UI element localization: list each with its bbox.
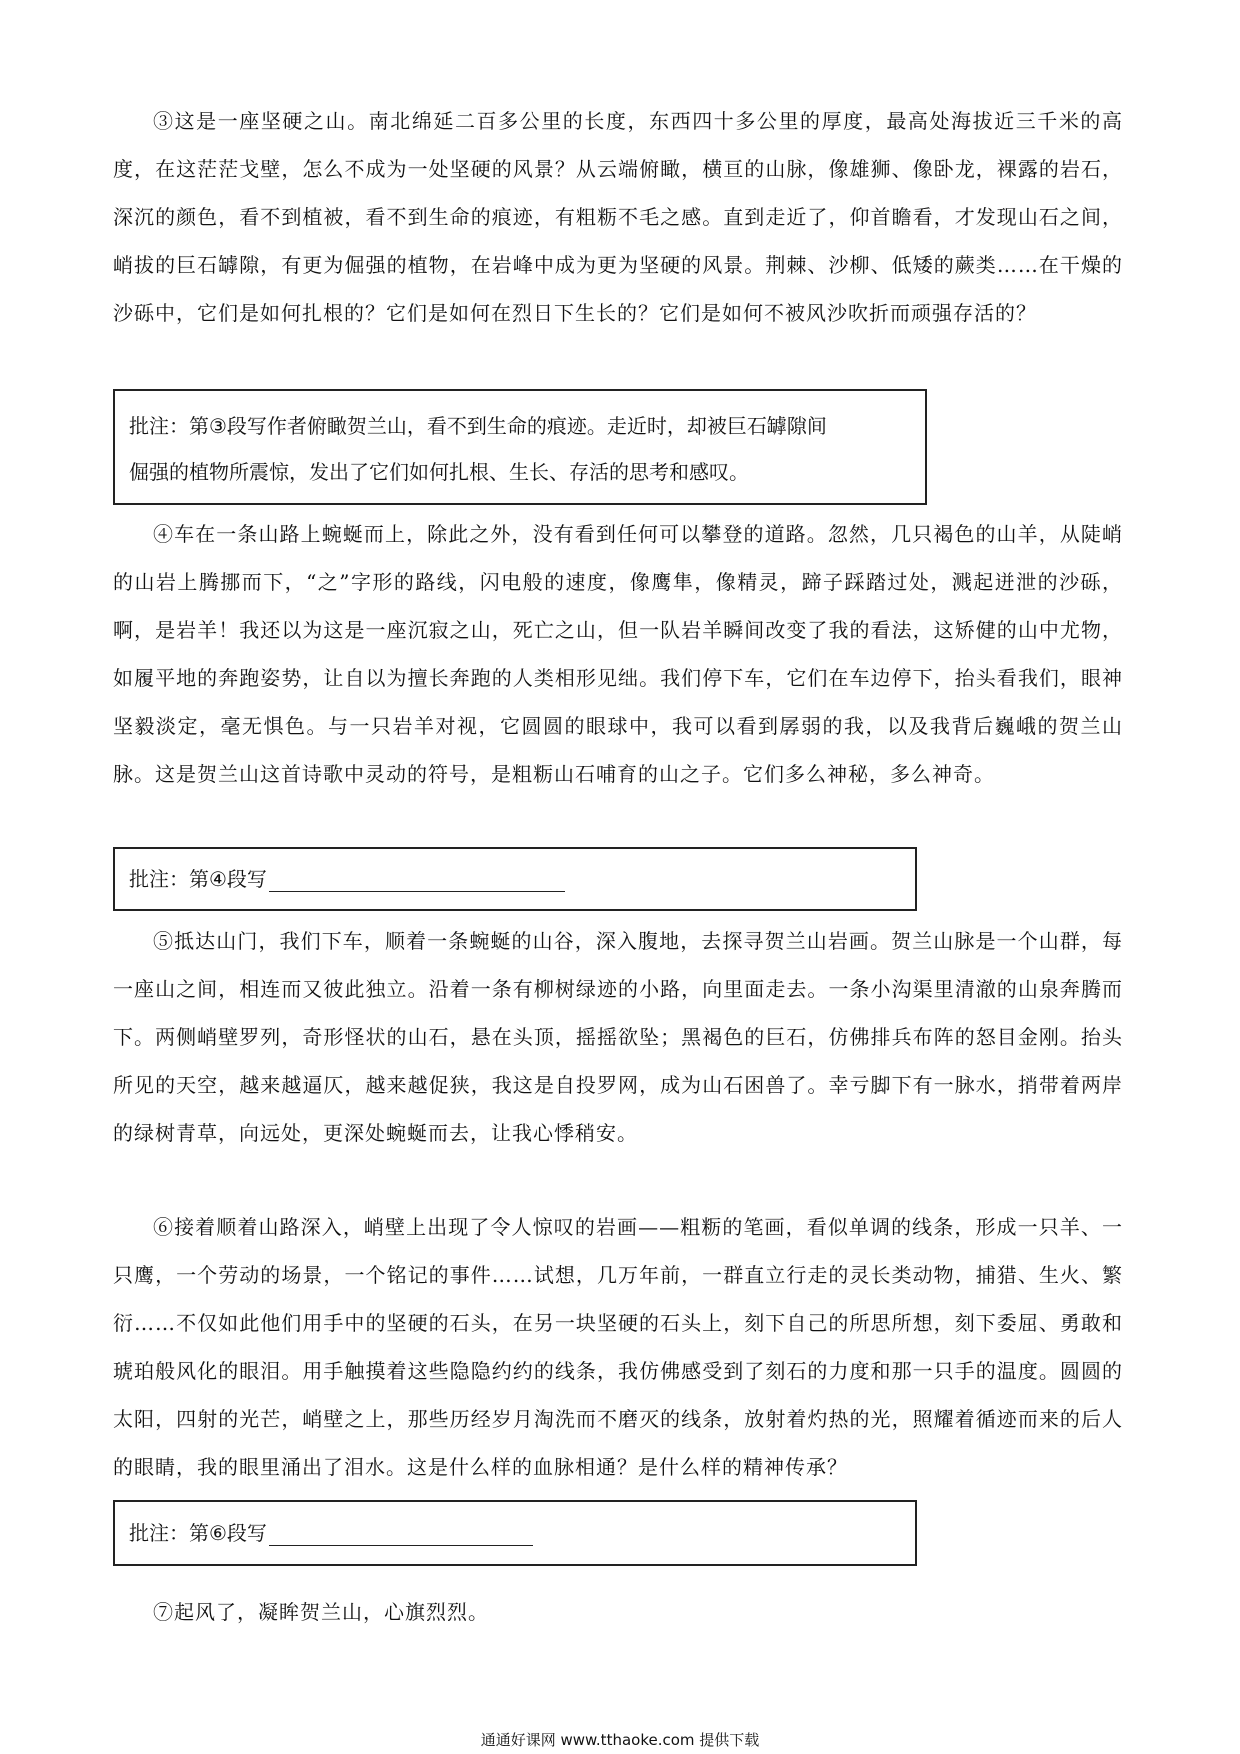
annotation-prefix: 批注：第④段写 [129,867,267,891]
paragraph-5: ⑤抵达山门，我们下车，顺着一条蜿蜒的山谷，深入腹地，去探寻贺兰山岩画。贺兰山脉是一个山群，每一座山之间，相连而又彼此独立。沿着一条有柳树绿迹的小路，向里面走去。一条小沟渠里清澈的山泉奔腾而下。两侧峭壁罗列，奇形怪状的山石，悬在头顶，摇摇欲坠；黑褐色的巨石，仿佛排兵布阵的怒目金刚。抬头所见的天空，越来越逼仄，越来越促狭，我这是自投罗网，成为山石困兽了。幸亏脚下有一脉水，捎带着两岸的绿树青草，向远处，更深处蜿蜒而去，让我心悸稍安。 [113,929,1123,1145]
annotation-box-paragraph-3 [113,389,927,505]
annotation-box-paragraph-6 [113,1500,917,1566]
answer-blank[interactable] [269,1523,533,1546]
page-footer: 通通好课网 www.tthaoke.com 提供下载 [480,1731,760,1749]
answer-blank[interactable] [269,869,565,892]
paragraph-3: ③这是一座坚硬之山。南北绵延二百多公里的长度，东西四十多公里的厚度，最高处海拔近三千米的高度，在这茫茫戈壁，怎么不成为一处坚硬的风景？从云端俯瞰，横亘的山脉，像雄狮、像卧龙，裸露的岩石，深沉的颜色，看不到植被，看不到生命的痕迹，有粗粝不毛之感。直到走近了，仰首瞻看，才发现山石之间，峭拔的巨石罅隙，有更为倔强的植物，在岩峰中成为更为坚硬的风景。荆棘、沙柳、低矮的蕨类……在干燥的沙砾中，它们是如何扎根的？它们是如何在烈日下生长的？它们是如何不被风沙吹折而顽强存活的？ [113,109,1123,325]
annotation-prefix: 批注：第⑥段写 [129,1521,267,1545]
paragraph-6: ⑥接着顺着山路深入，峭壁上出现了令人惊叹的岩画——粗粝的笔画，看似单调的线条，形成一只羊、一只鹰，一个劳动的场景，一个铭记的事件……试想，几万年前，一群直立行走的灵长类动物，捕猎、生火、繁衍……不仅如此他们用手中的坚硬的石头，在另一块坚硬的石头上，刻下自己的所思所想，刻下委屈、勇敢和琥珀般风化的眼泪。用手触摸着这些隐隐约约的线条，我仿佛感受到了刻石的力度和那一只手的温度。圆圆的太阳，四射的光芒，峭壁之上，那些历经岁月淘洗而不磨灭的线条，放射着灼热的光，照耀着循迹而来的后人的眼睛，我的眼里涌出了泪水。这是什么样的血脉相通？是什么样的精神传承？ [113,1215,1123,1479]
annotation-line-1: 批注：第③段写作者俯瞰贺兰山，看不到生命的痕迹。走近时，却被巨石罅隙间 [129,414,827,438]
annotation-box-paragraph-4 [113,847,917,911]
paragraph-4: ④车在一条山路上蜿蜒而上，除此之外，没有看到任何可以攀登的道路。忽然，几只褐色的山羊，从陡峭的山岩上腾挪而下，“之”字形的路线，闪电般的速度，像鹰隼，像精灵，蹄子踩踏过处，溅起迸泄的沙砾，啊，是岩羊！我还以为这是一座沉寂之山，死亡之山，但一队岩羊瞬间改变了我的看法，这矫健的山中尤物，如履平地的奔跑姿势，让自以为擅长奔跑的人类相形见绌。我们停下车，它们在车边停下，抬头看我们，眼神坚毅淡定，毫无惧色。与一只岩羊对视，它圆圆的眼球中，我可以看到孱弱的我，以及我背后巍峨的贺兰山脉。这是贺兰山这首诗歌中灵动的符号，是粗粝山石哺育的山之子。它们多么神秘，多么神奇。 [113,522,1123,786]
paragraph-7: ⑦起风了，凝眸贺兰山，心旗烈烈。 [153,1600,489,1624]
annotation-line-2: 倔强的植物所震惊，发出了它们如何扎根、生长、存活的思考和感叹。 [129,460,749,484]
